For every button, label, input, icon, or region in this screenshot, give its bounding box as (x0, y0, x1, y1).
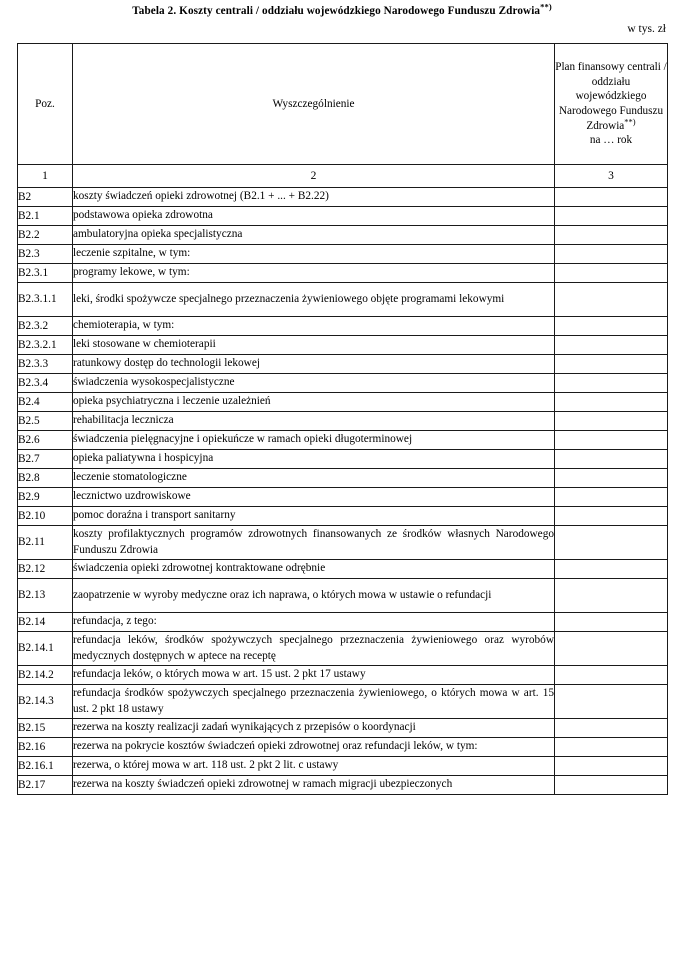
table-row (18, 579, 668, 613)
row-plan-value-cell[interactable] (555, 431, 668, 450)
row-plan-value-cell[interactable] (555, 526, 668, 560)
row-description-cell: refundacja, z tego: (73, 613, 555, 632)
row-plan-value-cell[interactable] (555, 757, 668, 776)
row-position-cell: B2.3 (18, 245, 73, 264)
table-row (18, 632, 668, 666)
table-row (18, 393, 668, 412)
row-position-cell: B2.5 (18, 412, 73, 431)
row-plan-value-cell[interactable] (555, 374, 668, 393)
row-position-cell: B2.6 (18, 431, 73, 450)
table-row (18, 245, 668, 264)
costs-table (17, 43, 668, 795)
row-position-cell: B2.3.1 (18, 264, 73, 283)
row-position-cell: B2.14.3 (18, 685, 73, 719)
column-number-plan: 3 (555, 165, 668, 188)
row-position-cell: B2.3.3 (18, 355, 73, 374)
row-description-cell: rezerwa, o której mowa w art. 118 ust. 2 pkt 2 lit. c ustawy (73, 757, 555, 776)
row-plan-value-cell[interactable] (555, 776, 668, 795)
row-position-cell: B2.14 (18, 613, 73, 632)
row-plan-value-cell[interactable] (555, 317, 668, 336)
row-description-cell: refundacja leków, środków spożywczych specjalnego przeznaczenia żywieniowego oraz wyrobów medycznych dostępnych w aptece na receptę (73, 632, 555, 666)
row-description-cell: rezerwa na pokrycie kosztów świadczeń opieki zdrowotnej oraz refundacji leków, w tym: (73, 738, 555, 757)
row-position-cell: B2.1 (18, 207, 73, 226)
row-position-cell: B2.15 (18, 719, 73, 738)
row-description-cell: pomoc doraźna i transport sanitarny (73, 507, 555, 526)
table-row (18, 666, 668, 685)
header-plan-text: Plan finansowy centrali / oddziału wojewódzkiego Narodowego Funduszu Zdrowia (555, 61, 667, 132)
page-title-footnote-marker: **) (540, 1, 552, 12)
row-plan-value-cell[interactable] (555, 579, 668, 613)
table-body (18, 44, 668, 795)
page-title-text: Tabela 2. Koszty centrali / oddziału wojewódzkiego Narodowego Funduszu Zdrowia (132, 5, 541, 17)
row-position-cell: B2.16 (18, 738, 73, 757)
row-description-cell: leki stosowane w chemioterapii (73, 336, 555, 355)
page-title (0, 0, 684, 18)
row-description-cell: świadczenia wysokospecjalistyczne (73, 374, 555, 393)
row-plan-value-cell[interactable] (555, 283, 668, 317)
row-plan-value-cell[interactable] (555, 336, 668, 355)
row-description-cell: świadczenia pielęgnacyjne i opiekuńcze w ramach opieki długoterminowej (73, 431, 555, 450)
row-plan-value-cell[interactable] (555, 507, 668, 526)
table-row (18, 283, 668, 317)
row-description-cell: opieka paliatywna i hospicyjna (73, 450, 555, 469)
table-row (18, 685, 668, 719)
row-description-cell: chemioterapia, w tym: (73, 317, 555, 336)
row-position-cell: B2.11 (18, 526, 73, 560)
row-plan-value-cell[interactable] (555, 613, 668, 632)
row-description-cell: leczenie stomatologiczne (73, 469, 555, 488)
unit-note: w tys. zł (627, 23, 666, 35)
row-position-cell: B2.4 (18, 393, 73, 412)
table-row (18, 507, 668, 526)
table-row (18, 431, 668, 450)
table-row (18, 469, 668, 488)
table-row (18, 776, 668, 795)
row-plan-value-cell[interactable] (555, 469, 668, 488)
table-row (18, 613, 668, 632)
row-position-cell: B2.8 (18, 469, 73, 488)
row-plan-value-cell[interactable] (555, 488, 668, 507)
table-row (18, 226, 668, 245)
table-row (18, 355, 668, 374)
row-plan-value-cell[interactable] (555, 393, 668, 412)
column-number-row (18, 165, 668, 188)
row-description-cell: świadczenia opieki zdrowotnej kontraktowane odrębnie (73, 560, 555, 579)
row-position-cell: B2.17 (18, 776, 73, 795)
table-row (18, 719, 668, 738)
table-header-row (18, 44, 668, 165)
row-plan-value-cell[interactable] (555, 666, 668, 685)
table-row (18, 412, 668, 431)
row-plan-value-cell[interactable] (555, 264, 668, 283)
row-description-cell: leczenie szpitalne, w tym: (73, 245, 555, 264)
row-position-cell: B2.3.2.1 (18, 336, 73, 355)
row-position-cell: B2.3.2 (18, 317, 73, 336)
row-position-cell: B2.9 (18, 488, 73, 507)
row-plan-value-cell[interactable] (555, 188, 668, 207)
row-plan-value-cell[interactable] (555, 207, 668, 226)
row-plan-value-cell[interactable] (555, 450, 668, 469)
row-description-cell: podstawowa opieka zdrowotna (73, 207, 555, 226)
table-row (18, 450, 668, 469)
row-description-cell: refundacja leków, o których mowa w art. 15 ust. 2 pkt 17 ustawy (73, 666, 555, 685)
row-description-cell: leki, środki spożywcze specjalnego przeznaczenia żywieniowego objęte programami lekowymi (73, 283, 555, 317)
table-row (18, 757, 668, 776)
table-row (18, 374, 668, 393)
row-description-cell: opieka psychiatryczna i leczenie uzależnień (73, 393, 555, 412)
row-plan-value-cell[interactable] (555, 632, 668, 666)
row-position-cell: B2.3.1.1 (18, 283, 73, 317)
table-row (18, 188, 668, 207)
row-plan-value-cell[interactable] (555, 560, 668, 579)
header-cell-poz: Poz. (18, 44, 73, 165)
row-description-cell: programy lekowe, w tym: (73, 264, 555, 283)
row-description-cell: rezerwa na koszty realizacji zadań wynikających z przepisów o koordynacji (73, 719, 555, 738)
header-plan-footnote-marker: **) (624, 115, 636, 126)
table-row (18, 207, 668, 226)
table-row (18, 488, 668, 507)
row-plan-value-cell[interactable] (555, 355, 668, 374)
table-row (18, 317, 668, 336)
table-row (18, 526, 668, 560)
table-row (18, 264, 668, 283)
row-position-cell: B2.2 (18, 226, 73, 245)
row-plan-value-cell[interactable] (555, 245, 668, 264)
row-plan-value-cell[interactable] (555, 685, 668, 719)
row-position-cell: B2.14.2 (18, 666, 73, 685)
row-description-cell: refundacja środków spożywczych specjalnego przeznaczenia żywieniowego, o których mowa w art. 15 ust. 2 pkt 18 ustawy (73, 685, 555, 719)
row-position-cell: B2.16.1 (18, 757, 73, 776)
header-cell-description: Wyszczególnienie (73, 44, 555, 165)
row-description-cell: koszty świadczeń opieki zdrowotnej (B2.1 + ... + B2.22) (73, 188, 555, 207)
row-description-cell: rehabilitacja lecznicza (73, 412, 555, 431)
row-plan-value-cell[interactable] (555, 226, 668, 245)
row-description-cell: lecznictwo uzdrowiskowe (73, 488, 555, 507)
row-position-cell: B2.7 (18, 450, 73, 469)
row-position-cell: B2.14.1 (18, 632, 73, 666)
table-row (18, 560, 668, 579)
row-description-cell: rezerwa na koszty świadczeń opieki zdrowotnej w ramach migracji ubezpieczonych (73, 776, 555, 795)
row-description-cell: ratunkowy dostęp do technologii lekowej (73, 355, 555, 374)
column-number-description: 2 (73, 165, 555, 188)
row-description-cell: zaopatrzenie w wyroby medyczne oraz ich naprawa, o których mowa w ustawie o refundacji (73, 579, 555, 613)
table-row (18, 738, 668, 757)
row-position-cell: B2.12 (18, 560, 73, 579)
row-position-cell: B2 (18, 188, 73, 207)
row-plan-value-cell[interactable] (555, 412, 668, 431)
row-description-cell: ambulatoryjna opieka specjalistyczna (73, 226, 555, 245)
row-plan-value-cell[interactable] (555, 738, 668, 757)
row-position-cell: B2.10 (18, 507, 73, 526)
column-number-poz: 1 (18, 165, 73, 188)
header-plan-suffix: na … rok (589, 134, 633, 147)
header-cell-plan (555, 44, 668, 165)
row-position-cell: B2.3.4 (18, 374, 73, 393)
row-description-cell: koszty profilaktycznych programów zdrowotnych finansowanych ze środków własnych Narodowego Funduszu Zdrowia (73, 526, 555, 560)
table-row (18, 336, 668, 355)
row-position-cell: B2.13 (18, 579, 73, 613)
row-plan-value-cell[interactable] (555, 719, 668, 738)
